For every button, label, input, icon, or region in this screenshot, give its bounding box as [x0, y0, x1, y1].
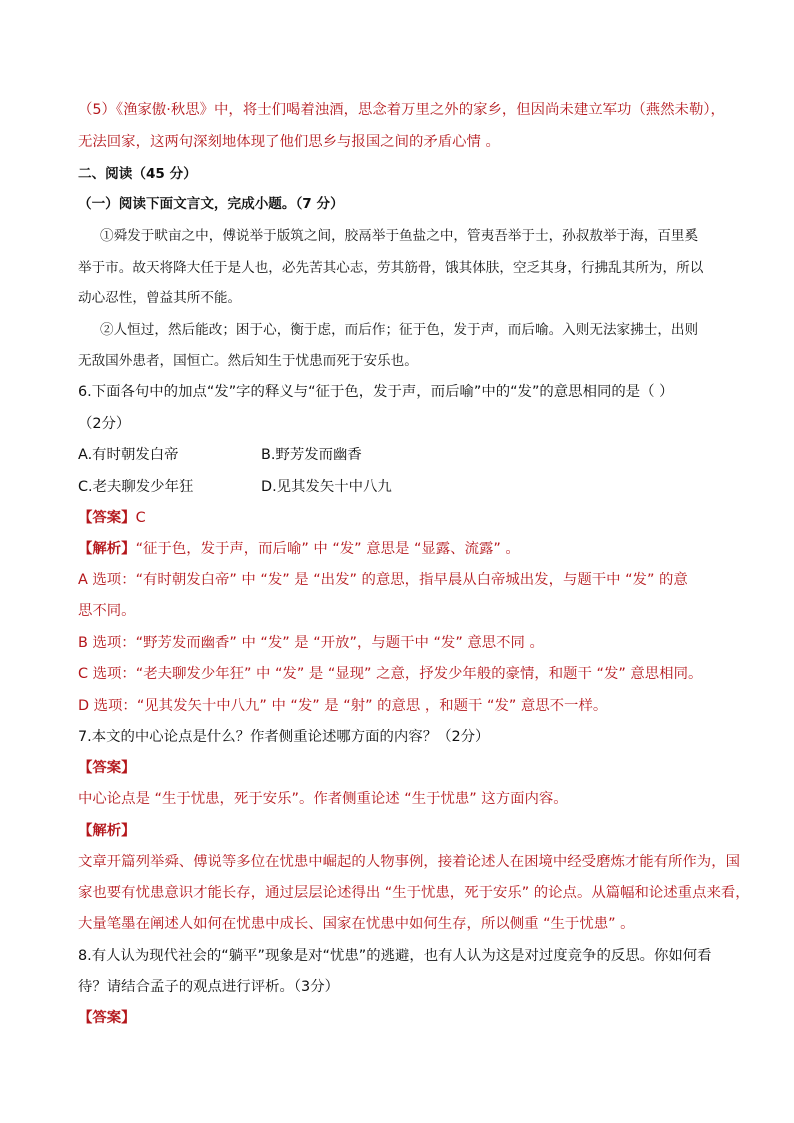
- question-6-stem: 6.下面各句中的加点“发”字的释义与“征于色，发于声，而后喻”中的“发”的意思相同的是（ ）: [78, 384, 674, 400]
- question-7-analysis-line2: 家也要有忧患意识才能长存，通过层层论述得出 “生于忧患，死于安乐” 的论点。从篇幅和论述重点来看，: [78, 885, 750, 901]
- part-one-heading: （一）阅读下面文言文，完成小题。（7 分）: [78, 196, 344, 212]
- answer-value: C: [135, 510, 146, 526]
- question-7-analysis-tag: 【解析】: [78, 823, 136, 839]
- question-6-option-d: D.见其发矢十中八九: [261, 479, 392, 495]
- fill-blank-item-5-line1: （5）《渔家傲·秋思》中，将士们喝着浊酒，思念着万里之外的家乡，但因尚未建立军功（燕然未勒），: [78, 102, 725, 118]
- question-7-answer-text: 中心论点是 “生于忧患，死于安乐”。作者侧重论述 “生于忧患” 这方面内容。: [78, 791, 568, 807]
- question-7-answer-tag: 【答案】: [78, 760, 136, 776]
- analysis-option-a-line2: 思不同。: [78, 603, 136, 619]
- section-heading-reading: 二、阅读（45 分）: [78, 166, 197, 182]
- analysis-option-b: B 选项：“野芳发而幽香” 中 “发” 是 “开放”，与题干中 “发” 意思不同 。: [78, 635, 544, 651]
- passage-p1-line3: 动心忍性，曾益其所不能。: [78, 290, 242, 306]
- passage-p2-line1: ②人恒过，然后能改；困于心，衡于虑，而后作；征于色，发于声，而后喻。入则无法家拂士，出则: [100, 322, 699, 338]
- question-8-stem-line1: 8.有人认为现代社会的“躺平”现象是对“忧患”的逃避，也有人认为这是对过度竞争的反思。你如何看: [78, 948, 712, 964]
- analysis-option-a-line1: A 选项：“有时朝发白帝” 中 “发” 是 “出发” 的意思，指早晨从白帝城出发，与题干中 “发” 的意: [78, 572, 688, 588]
- analysis-option-d: D 选项：“见其发矢十中八九” 中 “发” 是 “射” 的意思 ，和题干 “发” 意思不一样。: [78, 698, 608, 714]
- analysis-tag: 【解析】: [78, 541, 136, 557]
- fill-blank-item-5-line2: 无法回家，这两句深刻地体现了他们思乡与报国之间的矛盾心情 。: [78, 134, 500, 150]
- question-7-stem: 7.本文的中心论点是什么？作者侧重论述哪方面的内容？（2分）: [78, 729, 490, 745]
- passage-p1-line1: ①舜发于畎亩之中，傅说举于版筑之间，胶鬲举于鱼盐之中，管夷吾举于士，孙叔敖举于海，百里奚: [100, 228, 699, 244]
- question-6-answer: [78, 508, 146, 528]
- question-6-option-c: C.老夫聊发少年狂: [78, 479, 194, 495]
- analysis-text: “征于色，发于声，而后喻” 中 “发” 意思是 “显露、流露” 。: [135, 541, 520, 557]
- passage-p1-line2: 举于市。故天将降大任于是人也，必先苦其心志，劳其筋骨，饿其体肤，空乏其身，行拂乱其所为，所以: [78, 260, 704, 276]
- question-6-option-a: A.有时朝发白帝: [78, 447, 179, 463]
- question-8-answer-tag: 【答案】: [78, 1010, 136, 1026]
- question-7-analysis-line3: 大量笔墨在阐述人如何在忧患中成长、国家在忧患中如何生存，所以侧重 “生于忧患” 。: [78, 916, 635, 932]
- question-7-analysis-line1: 文章开篇列举舜、傅说等多位在忧患中崛起的人物事例，接着论述人在困境中经受磨炼才能有所作为，国: [78, 854, 740, 870]
- passage-p2-line2: 无敌国外患者，国恒亡。然后知生于忧患而死于安乐也。: [78, 353, 418, 369]
- answer-tag: 【答案】: [78, 510, 136, 526]
- analysis-option-c: C 选项：“老夫聊发少年狂” 中 “发” 是 “显现” 之意，抒发少年般的豪情，和题干 “发” 意思相同。: [78, 666, 703, 682]
- question-6-option-b: B.野芳发而幽香: [261, 447, 362, 463]
- question-6-analysis: [78, 539, 520, 559]
- question-8-stem-line2: 待？请结合孟子的观点进行评析。（3分）: [78, 979, 339, 995]
- question-6-points: （2分）: [78, 416, 131, 432]
